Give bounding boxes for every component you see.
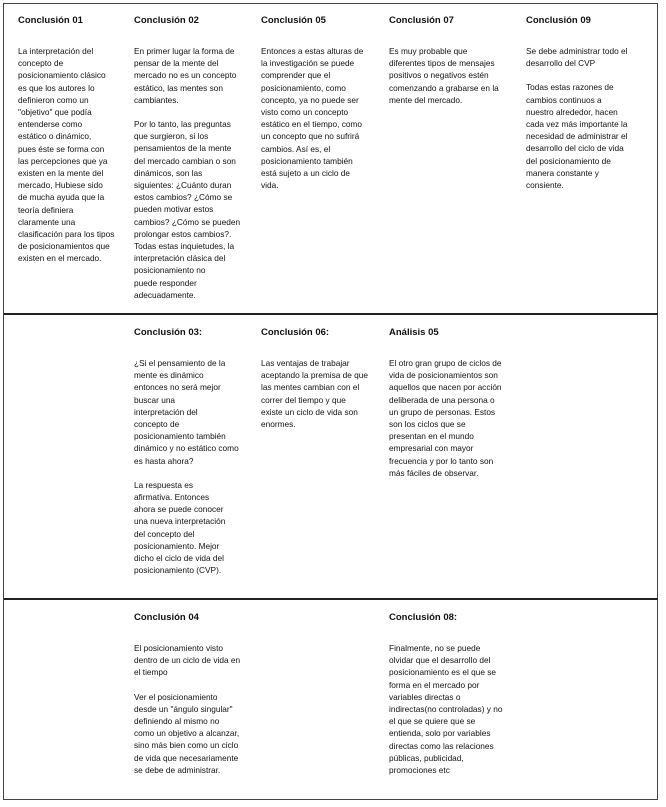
cell-title: Conclusión 05 bbox=[261, 15, 326, 26]
cell-paragraph: Por lo tanto, las preguntas que surgieron, si los pensamientos de la mente del mercado cambian o son dinámicos, son las siguientes: ¿Cuánto duran estos cambios? ¿Cómo se pueden motivar estos cambios? ¿Cómo se pueden prolongar estos cambios?. Todas estas inquietudes, la interpretación clásica del posicionamiento no puede responder adecuadamente. bbox=[134, 119, 241, 300]
cell-paragraph: Las ventajas de trabajar aceptando la premisa de que las mentes cambian con el correr del tiempo y que existe un ciclo de vida son enormes. bbox=[261, 358, 369, 430]
cell-paragraph: En primer lugar la forma de pensar de la mente del mercado no es un concepto estático, las mentes son cambiantes. bbox=[134, 46, 237, 105]
cell-title: Análisis 05 bbox=[389, 327, 439, 338]
cell-title: Conclusión 09 bbox=[526, 15, 591, 26]
cell-conclusion-05 bbox=[261, 15, 383, 203]
cell-title: Conclusión 03: bbox=[134, 327, 203, 338]
cell-conclusion-01 bbox=[18, 15, 140, 277]
row-divider-1 bbox=[4, 313, 658, 315]
cell-conclusion-03 bbox=[134, 327, 256, 588]
cell-paragraph: Finalmente, no se puede olvidar que el desarrollo del posicionamiento es el que se forma en el mercado por variables directas o indirectas(no controladas) y no el que se quiere que se entienda, solo por variables directas como las relaciones públicas, publicidad, promociones etc bbox=[389, 643, 503, 776]
cell-title: Conclusión 04 bbox=[134, 612, 199, 623]
cell-paragraph: El posicionamiento visto dentro de un ciclo de vida en el tiempo bbox=[134, 643, 241, 678]
cell-paragraph: Se debe administrar todo el desarrollo del CVP bbox=[526, 46, 628, 69]
cell-paragraph: Entonces a estas alturas de la investigación se puede comprender que el posicionamiento, como concepto, ya no puede ser visto como un concepto estático en el tiempo, como un concepto que no sufrirá cambios. Así es, el posicionamiento también está sujeto a un ciclo de vida. bbox=[261, 46, 364, 191]
cell-paragraph: La interpretación del concepto de posicionamiento clásico es que los autores lo definieron como un "objetivo" que podía entenderse como estático o dinámico, pues éste se forma con las percepciones que ya existen en la mente del mercado, Hubiese sido de mucha ayuda que la teoría definiera claramente una clasificación para los tipos de posicionamientos que existen en el mercado. bbox=[18, 46, 115, 264]
cell-conclusion-04 bbox=[134, 612, 256, 788]
cell-conclusion-06 bbox=[261, 327, 383, 442]
cell-title: Conclusión 07 bbox=[389, 15, 454, 26]
cell-conclusion-08 bbox=[389, 612, 511, 788]
cell-title: Conclusión 08: bbox=[389, 612, 458, 623]
cell-conclusion-07 bbox=[389, 15, 511, 118]
cell-paragraph: Todas estas razones de cambios continuos a nuestro alrededor, hacen cada vez más importante la necesidad de administrar el desarrollo del ciclo de vida del posicionamiento de manera constante y consiente. bbox=[526, 82, 628, 191]
cell-paragraph: ¿Si el pensamiento de la mente es dinámico entonces no será mejor buscar una interpretación del concepto de posicionamiento también dinámico y no estático como es hasta ahora? bbox=[134, 358, 239, 466]
row-divider-2 bbox=[4, 598, 658, 600]
cell-title: Conclusión 02 bbox=[134, 15, 199, 26]
cell-analisis-05 bbox=[389, 327, 511, 491]
cell-paragraph: Ver el posicionamiento desde un "ángulo singular" definiendo al mismo no como un objetivo a alcanzar, sino más bien como un ciclo de vida que necesariamente se debe de administrar. bbox=[134, 691, 240, 775]
cell-paragraph: Es muy probable que diferentes tipos de mensajes positivos o negativos estén comenzando a grabarse en la mente del mercado. bbox=[389, 46, 499, 105]
cell-conclusion-02 bbox=[134, 15, 256, 313]
cell-conclusion-09 bbox=[526, 15, 648, 203]
cell-paragraph: El otro gran grupo de ciclos de vida de posicionamientos son aquellos que nacen por acción deliberada de una persona o un grupo de personas. Estos son los ciclos que se presentan en el mundo empresarial con mayor frecuencia y por lo tanto son más fáciles de observar. bbox=[389, 358, 502, 478]
cell-title: Conclusión 06: bbox=[261, 327, 330, 338]
cell-paragraph: La respuesta es afirmativa. Entonces ahora se puede conocer una nueva interpretación del concepto del posicionamiento. Mejor dicho el ciclo de vida del posicionamiento (CVP). bbox=[134, 479, 226, 576]
cell-title: Conclusión 01 bbox=[18, 15, 83, 26]
